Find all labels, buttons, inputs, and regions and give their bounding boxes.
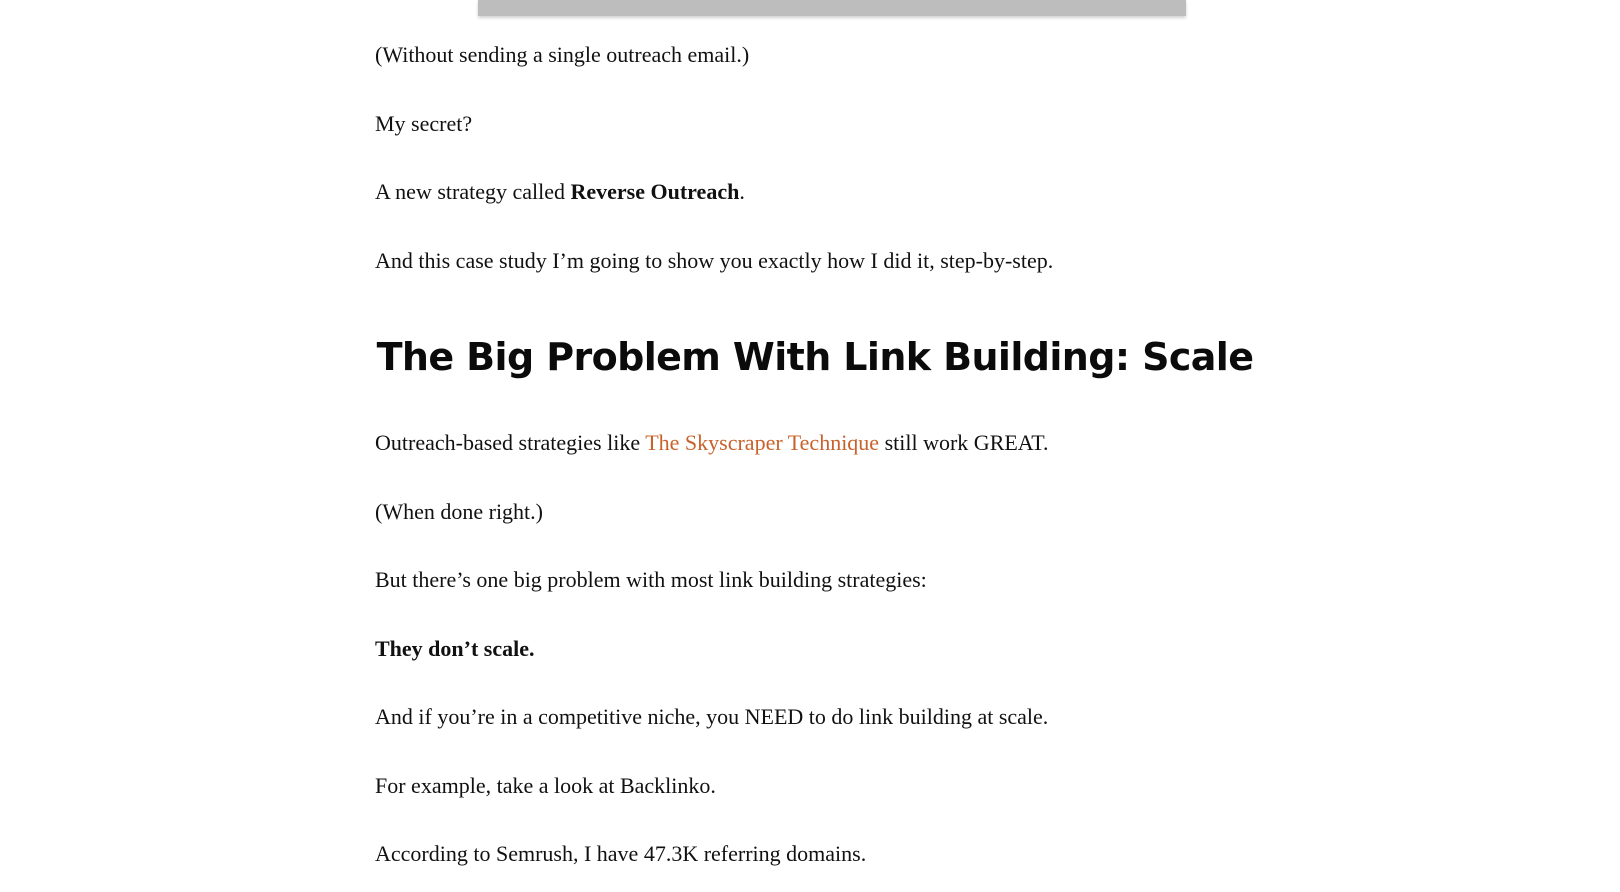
paragraph-outreach-strategies: [375, 429, 1049, 457]
paragraph-no-outreach: (Without sending a single outreach email.): [375, 42, 750, 67]
paragraph-reverse-outreach: [375, 178, 745, 206]
paragraph-case-study: And this case study I’m going to show you exactly how I did it, step-by-step.: [375, 248, 1054, 273]
article-image-bottom-edge: [478, 0, 1186, 16]
skyscraper-technique-link[interactable]: The Skyscraper Technique: [645, 430, 880, 455]
paragraph-outreach-suffix: still work GREAT.: [879, 430, 1049, 455]
paragraph-my-secret: My secret?: [375, 111, 473, 136]
paragraph-referring-domains: According to Semrush, I have 47.3K referring domains.: [375, 841, 867, 866]
paragraph-reverse-outreach-prefix: A new strategy called: [375, 179, 571, 204]
paragraph-reverse-outreach-suffix: .: [739, 179, 745, 204]
paragraph-big-problem: But there’s one big problem with most link building strategies:: [375, 567, 927, 592]
reverse-outreach-bold: Reverse Outreach: [570, 179, 740, 204]
paragraph-when-done-right: (When done right.): [375, 499, 543, 524]
they-dont-scale-bold: They don’t scale.: [375, 636, 535, 661]
paragraph-dont-scale: [375, 635, 535, 663]
paragraph-competitive-niche: And if you’re in a competitive niche, you NEED to do link building at scale.: [375, 704, 1049, 729]
paragraph-backlinko-example: For example, take a look at Backlinko.: [375, 773, 716, 798]
section-heading-link-building-scale: The Big Problem With Link Building: Scale: [376, 335, 1254, 379]
paragraph-outreach-prefix: Outreach-based strategies like: [375, 430, 646, 455]
